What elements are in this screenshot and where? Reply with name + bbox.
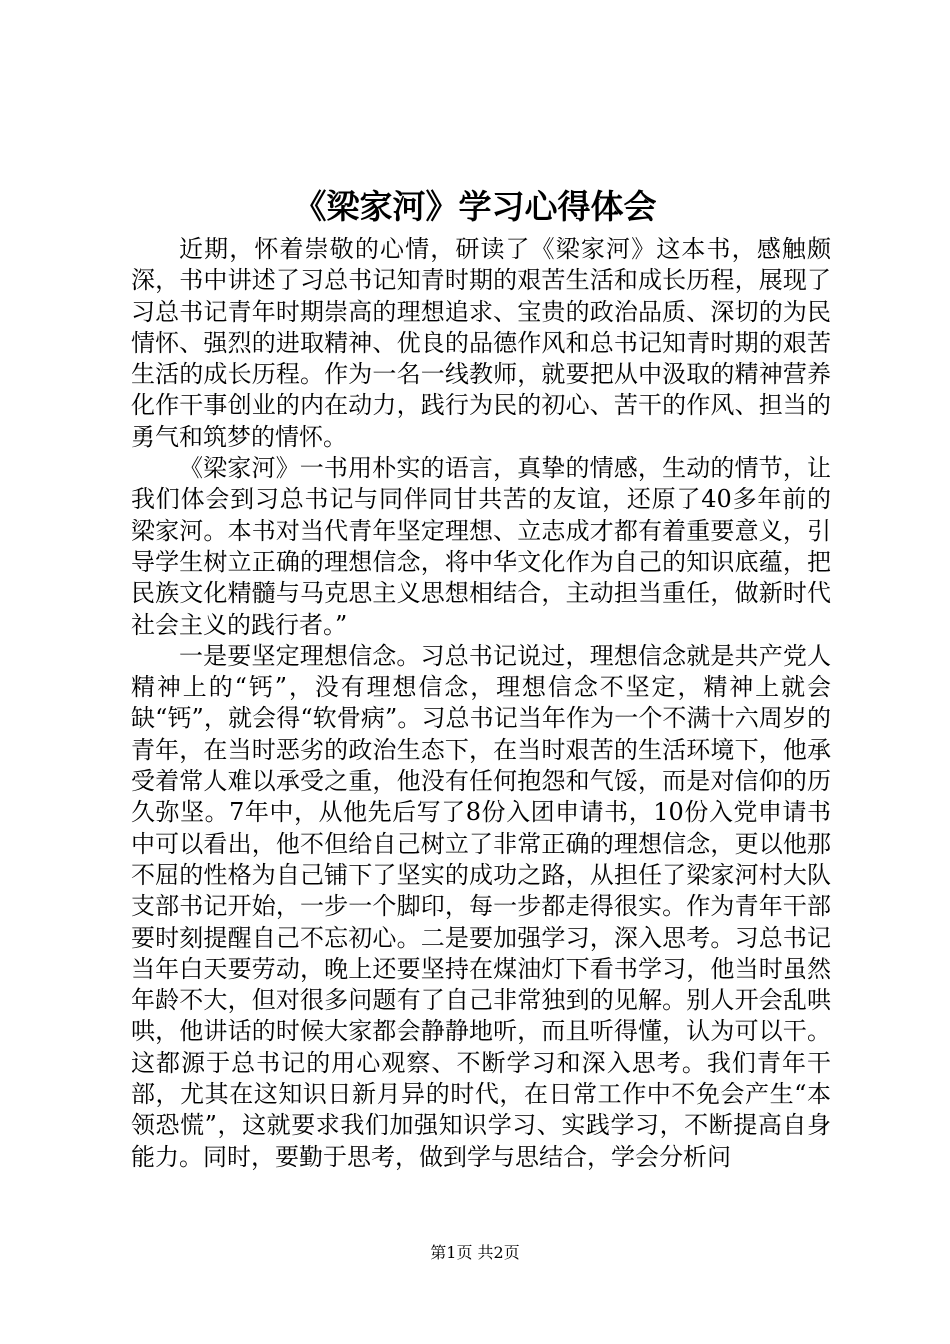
- page-number: 第1页 共2页: [430, 1243, 520, 1262]
- paragraph: 《梁家河》一书用朴实的语言，真挚的情感，生动的情节，让我们体会到习总书记与同伴同甘共苦的友谊，还原了40多年前的梁家河。本书对当代青年坚定理想、立志成才都有着重要意义，引导学生树立正确的理想信念，将中华文化作为自己的知识底蕴，把民族文化精髓与马克思主义思想相结合，主动担当重任，做新时代社会主义的践行者。”: [131, 454, 831, 639]
- paragraph: 一是要坚定理想信念。习总书记说过，理想信念就是共产党人精神上的“钙”，没有理想信念，理想信念不坚定，精神上就会缺“钙”，就会得“软骨病”。习总书记当年作为一个不满十六周岁的青年，在当时恶劣的政治生态下，在当时艰苦的生活环境下，他承受着常人难以承受之重，他没有任何抱怨和气馁，而是对信仰的历久弥坚。7年中，从他先后写了8份入团申请书，10份入党申请书中可以看出，他不但给自己树立了非常正确的理想信念，更以他那不屈的性格为自己铺下了坚实的成功之路，从担任了梁家河村大队支部书记开始，一步一个脚印，每一步都走得很实。作为青年干部要时刻提醒自己不忘初心。二是要加强学习，深入思考。习总书记当年白天要劳动，晚上还要坚持在煤油灯下看书学习，他当时虽然年龄不大，但对很多问题有了自己非常独到的见解。别人开会乱哄哄，他讲话的时候大家都会静静地听，而且听得懂，认为可以干。这都源于总书记的用心观察、不断学习和深入思考。我们青年干部，尤其在这知识日新月异的时代，在日常工作中不免会产生“本领恐慌”，这就要求我们加强知识学习、实践学习，不断提高自身能力。同时，要勤于思考，做到学与思结合，学会分析问: [131, 641, 831, 1171]
- document-body: [131, 234, 831, 1173]
- document-title: 《梁家河》学习心得体会: [293, 187, 657, 226]
- paragraph: 近期，怀着崇敬的心情，研读了《梁家河》这本书，感触颇深，书中讲述了习总书记知青时期的艰苦生活和成长历程，展现了习总书记青年时期崇高的理想追求、宝贵的政治品质、深切的为民情怀、强烈的进取精神、优良的品德作风和总书记知青时期的艰苦生活的成长历程。作为一名一线教师，就要把从中汲取的精神营养化作干事创业的内在动力，践行为民的初心、苦干的作风、担当的勇气和筑梦的情怀。: [131, 235, 831, 451]
